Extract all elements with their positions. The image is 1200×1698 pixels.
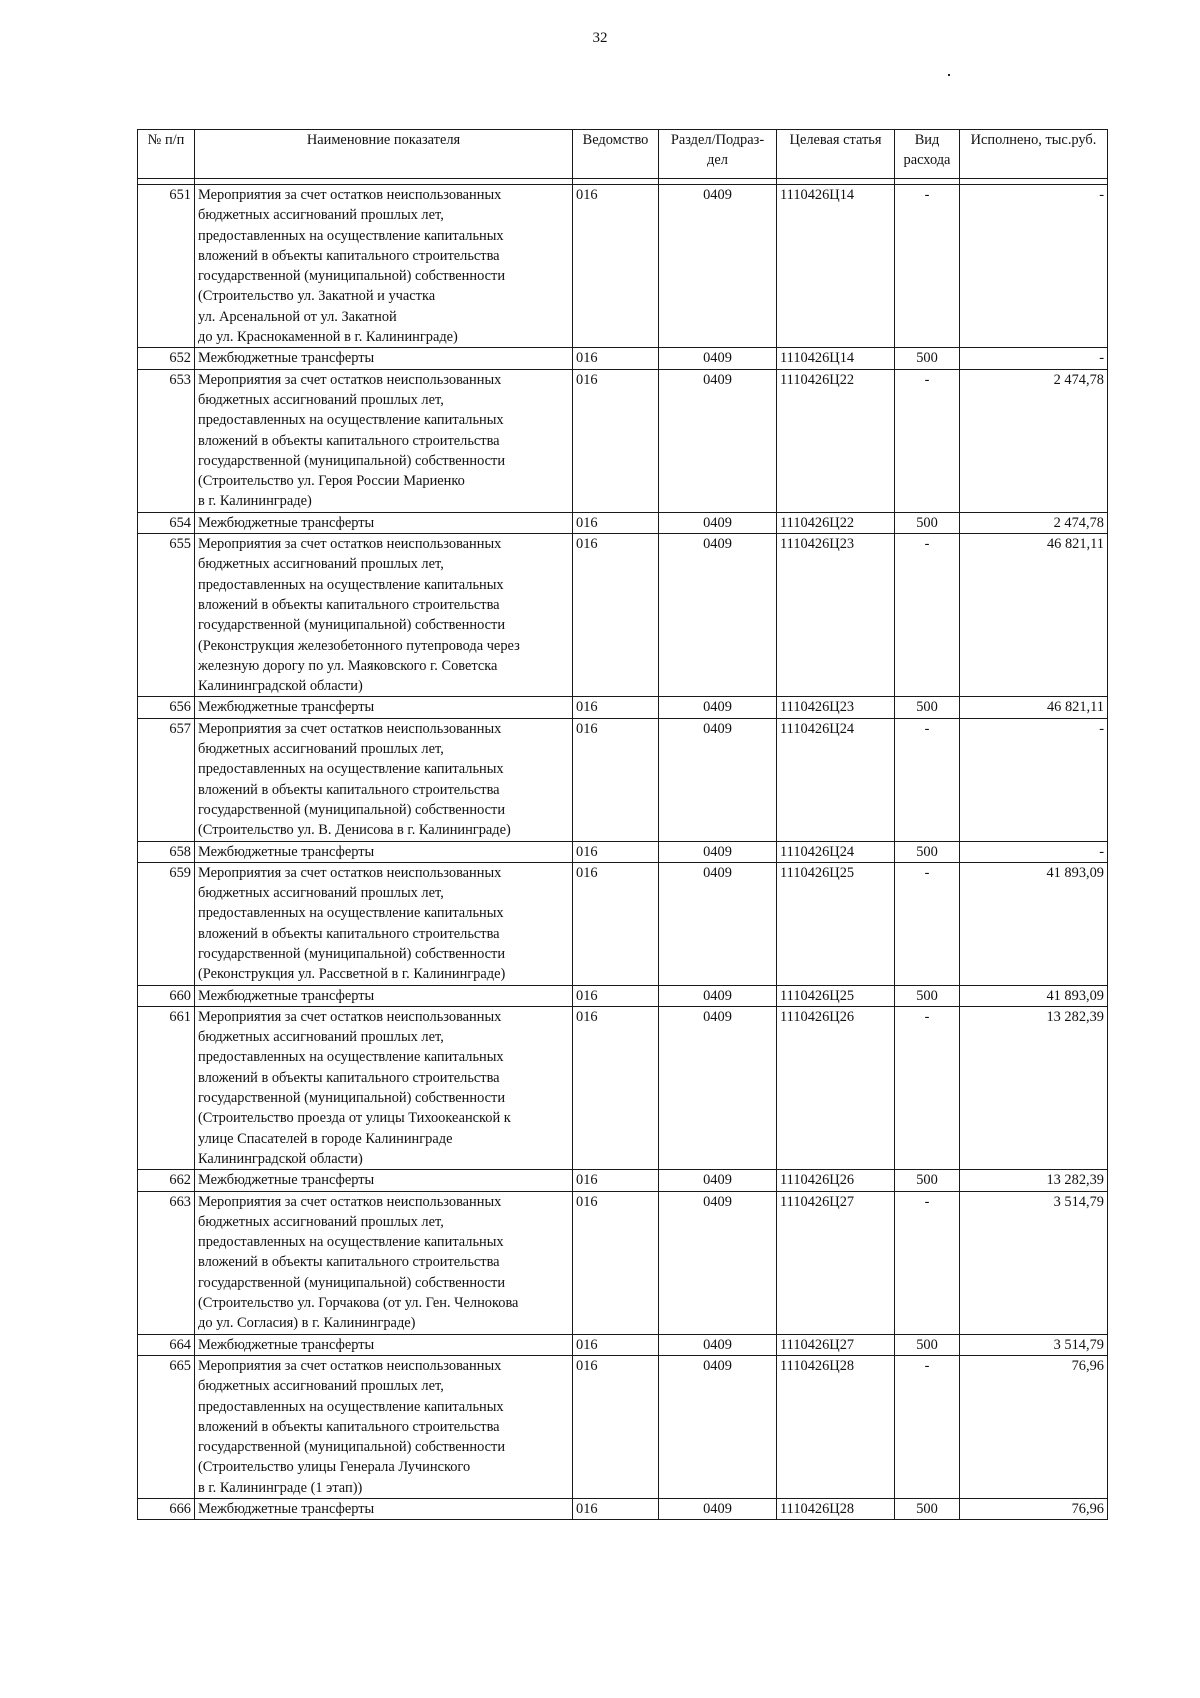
row-razdel: 0409	[659, 185, 777, 348]
row-name	[195, 718, 573, 841]
row-celevaya: 1110426Ц22	[777, 369, 895, 512]
row-number: 651	[138, 185, 195, 348]
row-name-text: Межбюджетные трансферты	[198, 350, 375, 367]
row-name-text: Мероприятия за счет остатков неиспользованных бюджетных ассигнований прошлых лет, предоставленных на осуществление капитальных вложений в объекты капитального строительства государственной (муниципальной) собственности (Строительство ул. В. Денисова в г. Калининграде)	[198, 720, 511, 839]
row-razdel: 0409	[659, 534, 777, 697]
row-number: 663	[138, 1191, 195, 1334]
row-number: 653	[138, 369, 195, 512]
row-number: 660	[138, 985, 195, 1006]
table-row	[138, 1499, 1108, 1520]
row-vid: -	[895, 369, 960, 512]
row-celevaya: 1110426Ц14	[777, 185, 895, 348]
row-name-text: Мероприятия за счет остатков неиспользованных бюджетных ассигнований прошлых лет, предоставленных на осуществление капитальных вложений в объекты капитального строительства государственной (муниципальной) собственности (Реконструкция ул. Рассветной в г. Калининграде)	[198, 864, 506, 983]
row-vid: -	[895, 862, 960, 985]
row-number: 664	[138, 1334, 195, 1355]
row-celevaya: 1110426Ц24	[777, 841, 895, 862]
table-row	[138, 841, 1108, 862]
row-ispolneno: -	[960, 185, 1108, 348]
row-celevaya: 1110426Ц27	[777, 1191, 895, 1334]
row-vedomstvo: 016	[573, 1006, 659, 1169]
row-number: 661	[138, 1006, 195, 1169]
row-name-text: Межбюджетные трансферты	[198, 699, 375, 716]
row-name	[195, 862, 573, 985]
row-name	[195, 348, 573, 369]
row-vedomstvo: 016	[573, 985, 659, 1006]
row-celevaya: 1110426Ц23	[777, 697, 895, 718]
row-razdel: 0409	[659, 1191, 777, 1334]
row-razdel: 0409	[659, 697, 777, 718]
row-celevaya: 1110426Ц24	[777, 718, 895, 841]
row-vid: 500	[895, 985, 960, 1006]
header-vedomstvo: Ведомство	[573, 130, 659, 179]
row-ispolneno: 46 821,11	[960, 534, 1108, 697]
row-celevaya: 1110426Ц25	[777, 862, 895, 985]
row-vid: 500	[895, 697, 960, 718]
row-razdel: 0409	[659, 1334, 777, 1355]
row-celevaya: 1110426Ц28	[777, 1355, 895, 1498]
row-razdel: 0409	[659, 1355, 777, 1498]
row-name	[195, 1499, 573, 1520]
row-name	[195, 1355, 573, 1498]
row-vid: 500	[895, 841, 960, 862]
table-row	[138, 1191, 1108, 1334]
row-number: 662	[138, 1170, 195, 1191]
row-name	[195, 1170, 573, 1191]
row-celevaya: 1110426Ц23	[777, 534, 895, 697]
row-vedomstvo: 016	[573, 862, 659, 985]
row-vedomstvo: 016	[573, 1355, 659, 1498]
row-vid: -	[895, 185, 960, 348]
row-vedomstvo: 016	[573, 697, 659, 718]
row-ispolneno: 2 474,78	[960, 512, 1108, 533]
row-name	[195, 1334, 573, 1355]
row-name-text: Мероприятия за счет остатков неиспользованных бюджетных ассигнований прошлых лет, предоставленных на осуществление капитальных вложений в объекты капитального строительства государственной (муниципальной) собственности (Реконструкция железобетонного путепровода через железную дорогу по ул. Маяковского г. Советска Калининградской области)	[198, 536, 520, 695]
table-row	[138, 512, 1108, 533]
table-row	[138, 534, 1108, 697]
row-vid: -	[895, 1006, 960, 1169]
row-vedomstvo: 016	[573, 534, 659, 697]
row-number: 658	[138, 841, 195, 862]
header-celevaya: Целевая статья	[777, 130, 895, 179]
row-name-text: Межбюджетные трансферты	[198, 987, 375, 1004]
table-row	[138, 185, 1108, 348]
row-vedomstvo: 016	[573, 348, 659, 369]
row-number: 666	[138, 1499, 195, 1520]
row-name	[195, 1191, 573, 1334]
header-num: № п/п	[138, 130, 195, 179]
row-name-text: Межбюджетные трансферты	[198, 1172, 375, 1189]
row-number: 655	[138, 534, 195, 697]
row-name-text: Межбюджетные трансферты	[198, 1501, 375, 1517]
row-vedomstvo: 016	[573, 185, 659, 348]
row-vid: 500	[895, 512, 960, 533]
row-name	[195, 369, 573, 512]
row-ispolneno: 13 282,39	[960, 1170, 1108, 1191]
row-name	[195, 985, 573, 1006]
table-row	[138, 1355, 1108, 1498]
row-celevaya: 1110426Ц28	[777, 1499, 895, 1520]
row-name	[195, 512, 573, 533]
row-name	[195, 697, 573, 718]
row-name-text: Межбюджетные трансферты	[198, 1336, 375, 1353]
row-celevaya: 1110426Ц25	[777, 985, 895, 1006]
row-ispolneno: 2 474,78	[960, 369, 1108, 512]
row-ispolneno: -	[960, 348, 1108, 369]
row-vid: -	[895, 1355, 960, 1498]
table-row	[138, 348, 1108, 369]
row-vedomstvo: 016	[573, 1191, 659, 1334]
table-row	[138, 1334, 1108, 1355]
row-vedomstvo: 016	[573, 369, 659, 512]
row-ispolneno: 41 893,09	[960, 985, 1108, 1006]
table-row	[138, 718, 1108, 841]
row-celevaya: 1110426Ц26	[777, 1170, 895, 1191]
row-razdel: 0409	[659, 985, 777, 1006]
table-row	[138, 1006, 1108, 1169]
row-name-text: Мероприятия за счет остатков неиспользованных бюджетных ассигнований прошлых лет, предоставленных на осуществление капитальных вложений в объекты капитального строительства государственной (муниципальной) собственности (Строительство проезда от улицы Тихоокеанской к улице Спасателей в городе Калининграде Калининградской области)	[198, 1008, 511, 1167]
row-vedomstvo: 016	[573, 512, 659, 533]
budget-execution-table	[137, 129, 1108, 1520]
row-celevaya: 1110426Ц22	[777, 512, 895, 533]
row-ispolneno: 76,96	[960, 1499, 1108, 1520]
row-celevaya: 1110426Ц26	[777, 1006, 895, 1169]
row-ispolneno: 41 893,09	[960, 862, 1108, 985]
table-row	[138, 369, 1108, 512]
row-ispolneno: 3 514,79	[960, 1334, 1108, 1355]
row-celevaya: 1110426Ц27	[777, 1334, 895, 1355]
row-vid: 500	[895, 1334, 960, 1355]
row-ispolneno: 46 821,11	[960, 697, 1108, 718]
row-ispolneno: -	[960, 718, 1108, 841]
scan-speck	[948, 74, 950, 76]
row-razdel: 0409	[659, 862, 777, 985]
row-number: 659	[138, 862, 195, 985]
table-row	[138, 862, 1108, 985]
table-row	[138, 985, 1108, 1006]
page-number: 32	[592, 30, 608, 46]
row-name	[195, 185, 573, 348]
row-number: 654	[138, 512, 195, 533]
row-name-text: Межбюджетные трансферты	[198, 843, 375, 860]
row-ispolneno: 13 282,39	[960, 1006, 1108, 1169]
row-number: 656	[138, 697, 195, 718]
row-number: 652	[138, 348, 195, 369]
row-razdel: 0409	[659, 369, 777, 512]
row-vedomstvo: 016	[573, 1334, 659, 1355]
row-name-text: Мероприятия за счет остатков неиспользованных бюджетных ассигнований прошлых лет, предоставленных на осуществление капитальных вложений в объекты капитального строительства государственной (муниципальной) собственности (Строительство ул. Горчакова (от ул. Ген. Челнокова до ул. Согласия) в г. Калининграде)	[198, 1193, 519, 1332]
row-name-text: Мероприятия за счет остатков неиспользованных бюджетных ассигнований прошлых лет, предоставленных на осуществление капитальных вложений в объекты капитального строительства государственной (муниципальной) собственности (Строительство улицы Генерала Лучинского в г. Калининграде (1 этап))	[198, 1357, 506, 1496]
table-row	[138, 697, 1108, 718]
row-razdel: 0409	[659, 348, 777, 369]
header-vid: Вид расхода	[895, 130, 960, 179]
row-name-text: Мероприятия за счет остатков неиспользованных бюджетных ассигнований прошлых лет, предоставленных на осуществление капитальных вложений в объекты капитального строительства государственной (муниципальной) собственности (Строительство ул. Героя России Мариенко в г. Калининграде)	[198, 371, 506, 510]
row-name-text: Мероприятия за счет остатков неиспользованных бюджетных ассигнований прошлых лет, предоставленных на осуществление капитальных вложений в объекты капитального строительства государственной (муниципальной) собственности (Строительство ул. Закатной и участка ул. Арсенальной от ул. Закатной до ул. Краснокаменной в г. Калининграде)	[198, 187, 506, 346]
row-name	[195, 534, 573, 697]
row-razdel: 0409	[659, 841, 777, 862]
row-vid: 500	[895, 1499, 960, 1520]
row-vedomstvo: 016	[573, 841, 659, 862]
row-name	[195, 1006, 573, 1169]
row-vid: -	[895, 1191, 960, 1334]
row-name-text: Межбюджетные трансферты	[198, 514, 375, 531]
row-vid: 500	[895, 348, 960, 369]
row-vedomstvo: 016	[573, 1499, 659, 1520]
row-number: 657	[138, 718, 195, 841]
row-razdel: 0409	[659, 512, 777, 533]
row-vid: -	[895, 534, 960, 697]
header-ispolneno: Исполнено, тыс.руб.	[960, 130, 1108, 179]
table-header-row	[138, 130, 1108, 179]
row-celevaya: 1110426Ц14	[777, 348, 895, 369]
row-vid: -	[895, 718, 960, 841]
table-body	[138, 185, 1108, 1520]
header-razdel: Раздел/Подраз-дел	[659, 130, 777, 179]
row-vid: 500	[895, 1170, 960, 1191]
row-razdel: 0409	[659, 1170, 777, 1191]
row-number: 665	[138, 1355, 195, 1498]
row-ispolneno: 3 514,79	[960, 1191, 1108, 1334]
table-row	[138, 1170, 1108, 1191]
row-ispolneno: -	[960, 841, 1108, 862]
row-vedomstvo: 016	[573, 718, 659, 841]
row-razdel: 0409	[659, 1006, 777, 1169]
row-vedomstvo: 016	[573, 1170, 659, 1191]
header-name: Наименовние показателя	[195, 130, 573, 179]
row-razdel: 0409	[659, 718, 777, 841]
row-name	[195, 841, 573, 862]
row-razdel: 0409	[659, 1499, 777, 1520]
row-ispolneno: 76,96	[960, 1355, 1108, 1498]
